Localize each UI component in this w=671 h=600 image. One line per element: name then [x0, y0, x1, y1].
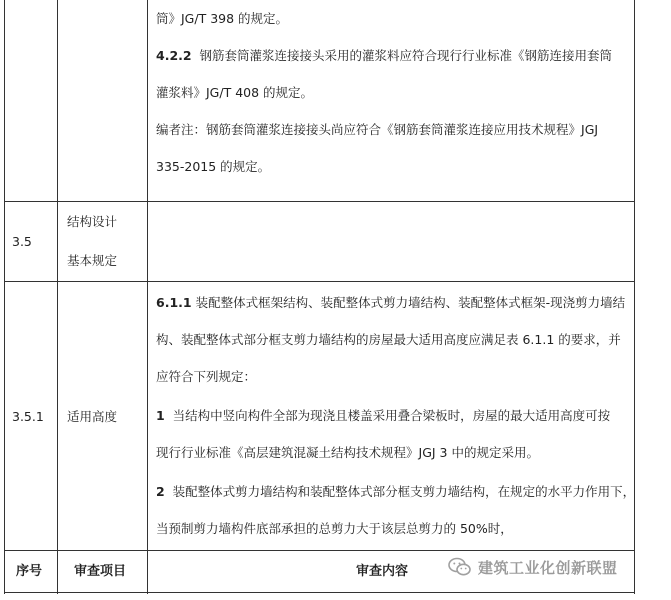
- review-item-line: 结构设计: [67, 214, 118, 229]
- editor-note-line: 335-2015 的规定。: [156, 159, 271, 174]
- editor-note-line: 编者注：钢筋套筒灌浆连接接头尚应符合《钢筋套筒灌浆连接应用技术规程》JGJ: [156, 122, 599, 137]
- row-number: 3.5.1: [12, 409, 44, 424]
- table-divider-col2: [147, 0, 148, 594]
- clause-422: [156, 37, 612, 74]
- row-divider-351: [4, 550, 635, 551]
- review-item-line: 基本规定: [67, 253, 118, 268]
- watermark-text: 建筑工业化创新联盟: [478, 558, 618, 577]
- provision-number: 1: [156, 408, 165, 423]
- table-border-left: [4, 0, 5, 594]
- row-number: 3.5: [12, 234, 32, 249]
- provision-1: [156, 397, 610, 434]
- header-number: 序号: [16, 564, 43, 579]
- clause-text: 装配整体式框架结构、装配整体式剪力墙结构、装配整体式框架-现浇剪力墙结: [195, 295, 626, 310]
- table-divider-col1: [57, 0, 58, 594]
- review-table: [4, 0, 635, 594]
- content-line: 构、装配整体式部分框支剪力墙结构的房屋最大适用高度应满足表 6.1.1 的要求，并: [156, 332, 621, 347]
- content-line: 灌浆料》JG/T 408 的规定。: [156, 85, 314, 100]
- header-review-item: 审查项目: [74, 564, 127, 579]
- header-review-content: 审查内容: [356, 564, 409, 579]
- watermark: [448, 554, 618, 580]
- clause-611: [156, 284, 625, 321]
- provision-2: [156, 473, 635, 510]
- content-line: 当预制剪力墙构件底部承担的总剪力大于该层总剪力的 50%时，: [156, 521, 513, 536]
- provision-text: 当结构中竖向构件全部为现浇且楼盖采用叠合梁板时，房屋的最大适用高度可按: [172, 408, 611, 423]
- provision-number: 2: [156, 484, 165, 499]
- content-line: 应符合下列规定：: [156, 369, 257, 384]
- review-item: 适用高度: [67, 409, 118, 424]
- table-border-bottom: [4, 592, 635, 593]
- row-divider-35: [4, 281, 635, 282]
- wechat-icon: [448, 557, 472, 577]
- provision-text: 装配整体式剪力墙结构和装配整体式部分框支剪力墙结构，在规定的水平力作用下，: [172, 484, 636, 499]
- row-divider-top-continuation: [4, 201, 635, 202]
- content-line: 筒》JG/T 398 的规定。: [156, 11, 289, 26]
- clause-number: 4.2.2: [156, 48, 192, 63]
- content-line: 现行行业标准《高层建筑混凝土结构技术规程》JGJ 3 中的规定采用。: [156, 445, 539, 460]
- clause-number: 6.1.1: [156, 295, 192, 310]
- clause-text: 钢筋套筒灌浆连接接头采用的灌浆料应符合现行行业标准《钢筋连接用套筒: [199, 48, 613, 63]
